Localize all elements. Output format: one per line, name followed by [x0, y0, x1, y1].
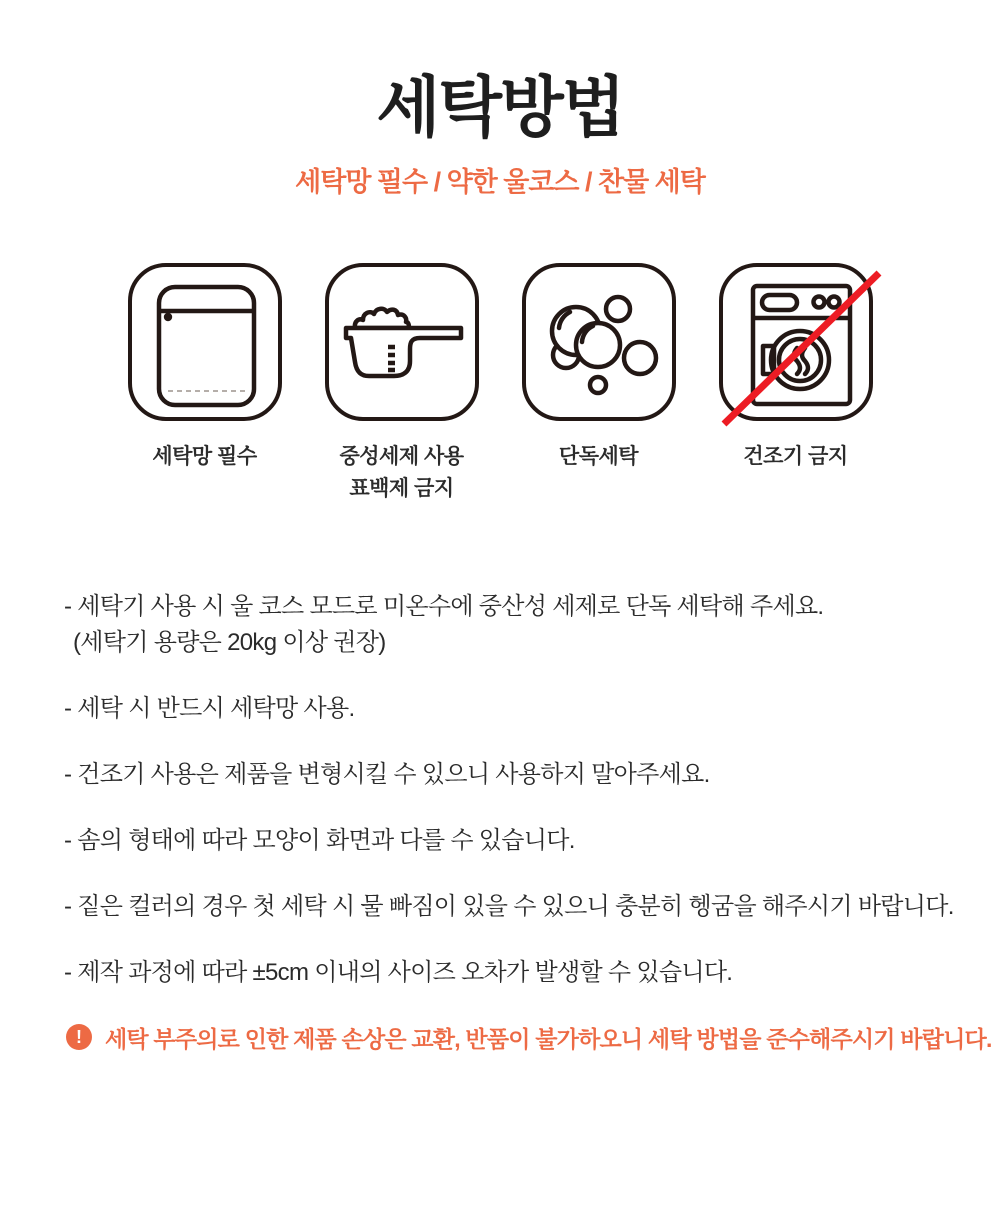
- prohibit-slash: [724, 273, 879, 424]
- icon-label: 건조기 금지: [743, 444, 848, 468]
- care-icon-no-dryer: [697, 263, 894, 505]
- care-note: - 짙은 컬러의 경우 첫 세탁 시 물 빠짐이 있을 수 있으니 충분히 헹굼을 해주시기 바랍니다.: [64, 892, 954, 920]
- care-warning-text: 세탁 부주의로 인한 제품 손상은 교환, 반품이 불가하오니 세탁 방법을 준수해주시기 바랍니다.: [105, 1025, 992, 1052]
- laundry-net-icon: [128, 265, 281, 418]
- icon-label-line1: 중성세제 사용: [339, 444, 464, 468]
- icon-label-line2: 표백제 금지: [349, 476, 454, 500]
- no-dryer-icon: [719, 265, 872, 418]
- icon-label: [339, 441, 463, 505]
- care-notes: [0, 589, 1000, 991]
- care-note-subtext: (세탁기 용량은 20kg 이상 권장): [73, 628, 386, 656]
- icon-card: [522, 263, 676, 421]
- care-icon-separate-wash: [500, 263, 697, 505]
- care-note: - 제작 과정에 따라 ±5cm 이내의 사이즈 오차가 발생할 수 있습니다.: [64, 958, 733, 986]
- detergent-scoop-icon: [325, 265, 478, 418]
- care-icon-detergent: [303, 263, 500, 505]
- care-note: - 건조기 사용은 제품을 변형시킬 수 있으니 사용하지 말아주세요.: [64, 760, 710, 788]
- icon-label: 세탁망 필수: [152, 444, 257, 468]
- care-warning: [0, 1021, 1000, 1054]
- exclamation-circle-icon: !: [66, 1024, 92, 1050]
- bubbles-icon: [522, 265, 675, 418]
- care-icon-laundry-net: [106, 263, 303, 505]
- icon-label: 단독세탁: [558, 444, 639, 468]
- care-note-text: - 세탁기 사용 시 울 코스 모드로 미온수에 중산성 세제로 단독 세탁해 주세요.: [64, 592, 824, 620]
- icon-card: [128, 263, 282, 421]
- care-note: - 솜의 형태에 따라 모양이 화면과 다를 수 있습니다.: [64, 826, 575, 854]
- icon-card: [719, 263, 873, 421]
- care-icons-row: [0, 263, 1000, 505]
- icon-card: [325, 263, 479, 421]
- care-note: - 세탁 시 반드시 세탁망 사용.: [64, 694, 355, 722]
- page-subtitle: 세탁망 필수 / 약한 울코스 / 찬물 세탁: [295, 166, 705, 197]
- page-title: 세탁방법: [376, 70, 624, 144]
- care-note: [64, 589, 964, 661]
